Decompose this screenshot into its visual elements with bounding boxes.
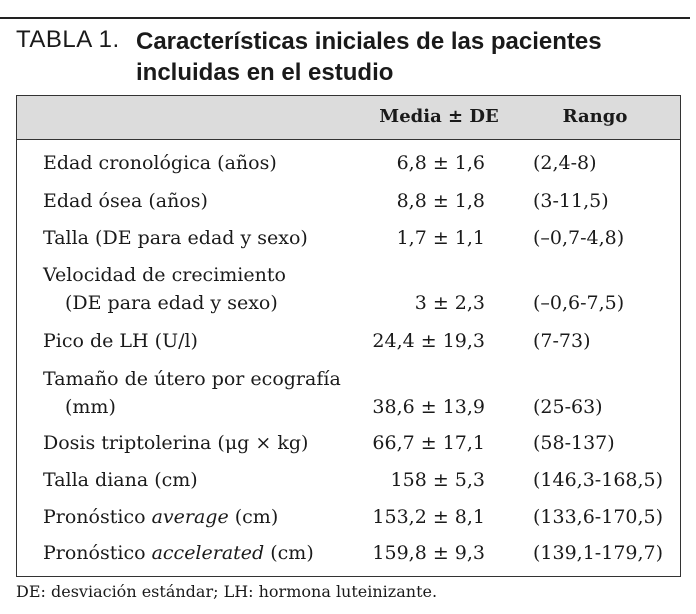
data-table <box>16 95 681 577</box>
row-range: (133,6-170,5) <box>533 506 664 528</box>
row-label-emphasis: average <box>151 506 229 528</box>
row-range: (2,4-8) <box>533 152 597 174</box>
table-header <box>17 96 680 140</box>
row-value: 24,4 ± 19,3 <box>372 330 485 352</box>
row-label-continuation: (mm) <box>65 396 116 418</box>
row-label: Edad ósea (años) <box>43 190 208 212</box>
row-range: (58-137) <box>533 432 615 454</box>
row-range: (139,1-179,7) <box>533 542 664 564</box>
row-label: Velocidad de crecimiento <box>43 264 286 286</box>
row-value: 6,8 ± 1,6 <box>396 152 485 174</box>
row-range: (7-73) <box>533 330 591 352</box>
row-value: 158 ± 5,3 <box>390 469 485 491</box>
header-media: Media ± DE <box>379 106 499 127</box>
row-range: (146,3-168,5) <box>533 469 664 491</box>
row-label-continuation: (DE para edad y sexo) <box>65 292 278 314</box>
row-label: Pronóstico accelerated (cm) <box>43 542 314 564</box>
row-label: Pronóstico average (cm) <box>43 506 279 528</box>
row-value: 3 ± 2,3 <box>414 292 485 314</box>
table-title <box>136 26 696 88</box>
row-value: 38,6 ± 13,9 <box>372 396 485 418</box>
row-value: 66,7 ± 17,1 <box>372 432 485 454</box>
header-rango: Rango <box>562 106 628 127</box>
row-value: 8,8 ± 1,8 <box>396 190 485 212</box>
row-value: 1,7 ± 1,1 <box>396 227 485 249</box>
table-number: TABLA 1. <box>16 26 120 53</box>
row-label: Talla diana (cm) <box>43 469 198 491</box>
row-label: Dosis triptolerina (μg × kg) <box>43 432 309 454</box>
row-label: Tamaño de útero por ecografía <box>43 368 341 390</box>
row-range: (25-63) <box>533 396 603 418</box>
row-label: Edad cronológica (años) <box>43 152 277 174</box>
table-title-line-1: Características iniciales de las pacientes <box>136 28 602 55</box>
row-value: 159,8 ± 9,3 <box>372 542 485 564</box>
row-range: (3-11,5) <box>533 190 609 212</box>
table-footnote: DE: desviación estándar; LH: hormona luteinizante. <box>16 582 438 601</box>
row-value: 153,2 ± 8,1 <box>372 506 485 528</box>
row-label: Talla (DE para edad y sexo) <box>43 227 308 249</box>
table-title-line-2: incluidas en el estudio <box>136 59 394 86</box>
row-range: (–0,6-7,5) <box>533 292 625 314</box>
row-label: Pico de LH (U/l) <box>43 330 198 352</box>
row-label-emphasis: accelerated <box>151 542 265 564</box>
row-range: (–0,7-4,8) <box>533 227 625 249</box>
top-rule <box>0 17 690 19</box>
